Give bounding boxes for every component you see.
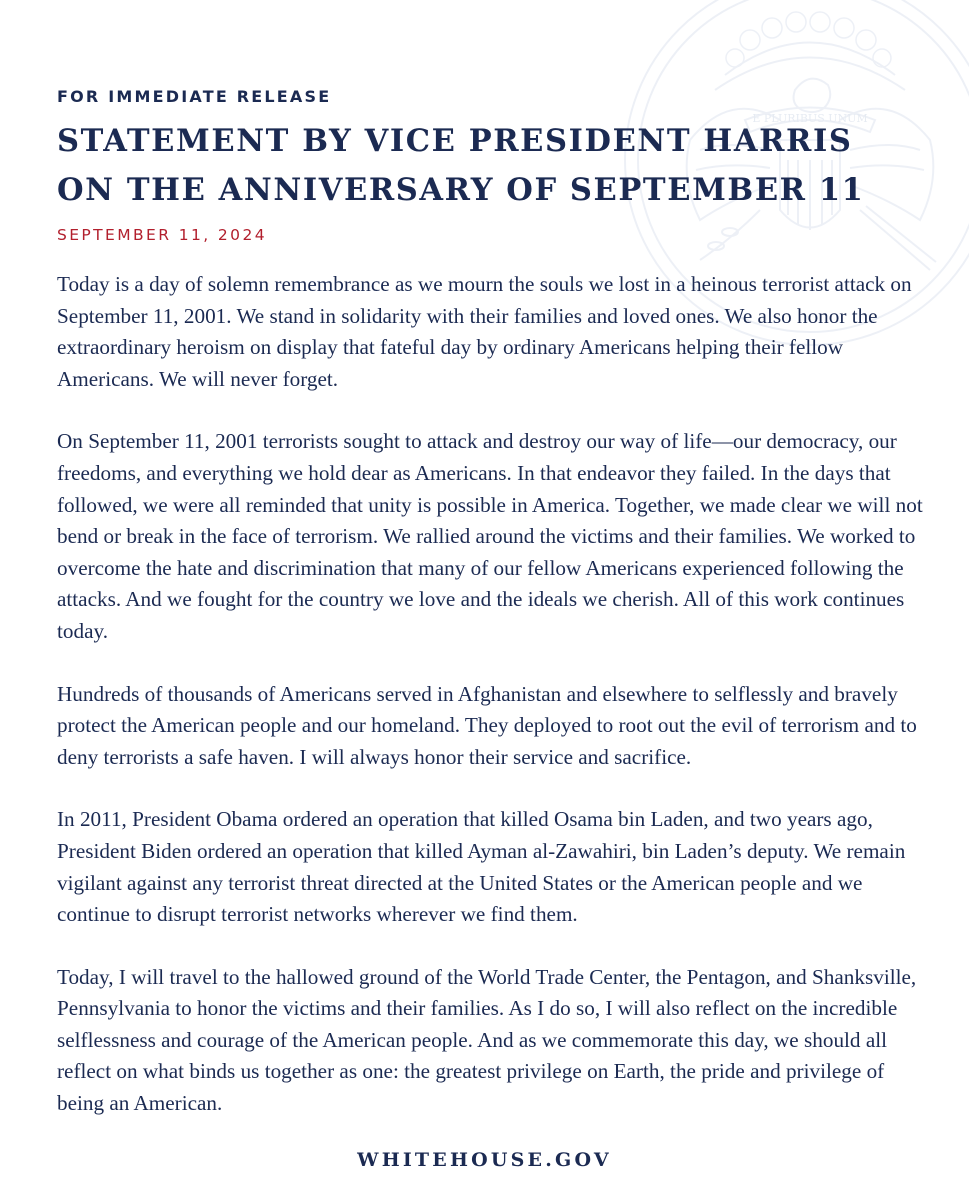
- title-line-2: ON THE ANNIVERSARY OF SEPTEMBER 11: [57, 172, 865, 208]
- paragraph-5: Today, I will travel to the hallowed ground of the World Trade Center, the Pentagon, and Shanksville, Pennsylvania to honor the victims and their families. As I do so, I will also reflect on the incredible selflessness and courage of the American people. And as we commemorate this day, we should all reflect on what binds us together as one: the greatest privilege on Earth, the pride and privilege of being an American.: [57, 964, 917, 1116]
- release-date: SEPTEMBER 11, 2024: [57, 226, 267, 244]
- seal-motto: E PLURIBUS UNUM: [752, 112, 868, 125]
- footer-site-link[interactable]: WHITEHOUSE.GOV: [357, 1149, 612, 1171]
- release-kicker: FOR IMMEDIATE RELEASE: [57, 87, 332, 106]
- paragraph-2: On September 11, 2001 terrorists sought to attack and destroy our way of life—our democracy, our freedoms, and everything we hold dear as Americans. In that endeavor they failed. In the days that followed, we were all reminded that unity is possible in America. Together, we made clear we will not bend or break in the face of terrorism. We rallied around the victims and their families. We worked to overcome the hate and discrimination that many of our fellow Americans experienced following the attacks. And we fought for the country we love and the ideals we cherish. All of this work continues today.: [57, 429, 923, 643]
- statement-body: [57, 269, 927, 1120]
- page-title: [57, 117, 927, 215]
- paragraph-1: Today is a day of solemn remembrance as we mourn the souls we lost in a heinous terrorist attack on September 11, 2001. We stand in solidarity with their families and loved ones. We also honor the extraordinary heroism on display that fateful day by ordinary Americans helping their fellow Americans. We will never forget.: [57, 272, 912, 391]
- paragraph-4: In 2011, President Obama ordered an operation that killed Osama bin Laden, and two years ago, President Biden ordered an operation that killed Ayman al-Zawahiri, bin Laden’s deputy. We remain vigilant against any terrorist threat directed at the United States or the American people and we continue to disrupt terrorist networks wherever we find them.: [57, 807, 906, 927]
- release-content: [57, 86, 927, 1151]
- title-line-1: STATEMENT BY VICE PRESIDENT HARRIS: [57, 123, 853, 159]
- paragraph-3: Hundreds of thousands of Americans served in Afghanistan and elsewhere to selflessly and bravely protect the American people and our homeland. They deployed to root out the evil of terrorism and to deny terrorists a safe haven. I will always honor their service and sacrifice.: [57, 681, 917, 769]
